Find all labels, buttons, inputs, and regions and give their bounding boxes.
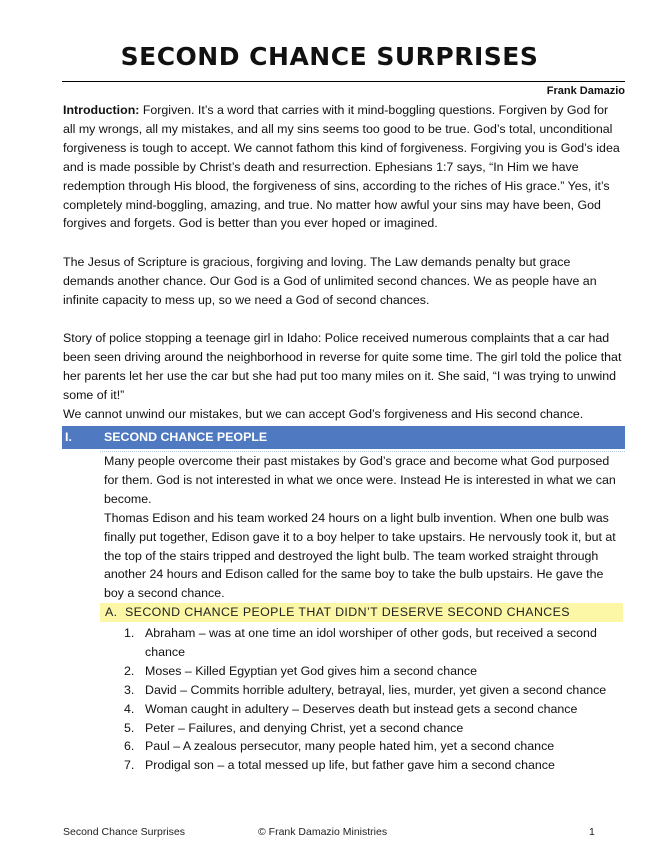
list-item — [124, 662, 624, 681]
list-item — [124, 756, 624, 775]
page-number: 1 — [589, 826, 595, 838]
section-heading: SECOND CHANCE PEOPLE — [104, 430, 268, 444]
intro-label: Introduction: — [63, 103, 140, 117]
subsection-heading-bar — [100, 603, 623, 622]
section-body — [104, 452, 624, 603]
section-heading-bar — [62, 426, 625, 449]
list-text: Moses – Killed Egyptian yet God gives him a second chance — [145, 663, 477, 678]
second-chance-list — [124, 624, 624, 775]
list-text: Paul – A zealous persecutor, many people hated him, yet a second chance — [145, 739, 555, 754]
author-name: Frank Damazio — [546, 85, 625, 97]
subsection-letter: A. — [105, 605, 118, 619]
intro-paragraph — [63, 101, 623, 233]
list-item — [124, 700, 624, 719]
list-text: David – Commits horrible adultery, betrayal, lies, murder, yet given a second chance — [145, 682, 607, 697]
list-text: Woman caught in adultery – Deserves death but instead gets a second chance — [145, 701, 578, 716]
list-number: 5. — [124, 720, 135, 735]
footer-title: Second Chance Surprises — [63, 826, 185, 838]
list-text: Abraham – was at one time an idol worshiper of other gods, but received a second chance — [145, 626, 597, 659]
list-number: 6. — [124, 739, 135, 754]
list-number: 1. — [124, 626, 135, 640]
paragraph-3: Story of police stopping a teenage girl in Idaho: Police received numerous complaints that a car had been seen driving around the neighborhood in reverse for quite some time. The girl told the police that her parents let her use the car but she had put too many miles on it. She said, “I was trying to unwind some of it!” — [63, 331, 622, 402]
list-number: 3. — [124, 682, 135, 697]
section-paragraph-2: Thomas Edison and his team worked 24 hours on a light bulb invention. When one bulb was finally put together, Edison gave it to a boy helper to take upstairs. He nervously took it, but at the top of the stairs tripped and destroyed the light bulb. The team worked straight through another 24 hours and Edison called for the same boy to take the bulb upstairs. He gave the boy a second chance. — [104, 510, 616, 601]
list-item — [124, 681, 624, 700]
list-item — [124, 719, 624, 738]
subsection-heading: SECOND CHANCE PEOPLE THAT DIDN’T DESERVE SECOND CHANCES — [125, 605, 570, 619]
section-paragraph-1: Many people overcome their past mistakes by God’s grace and become what God purposed for them. God is not interested in what we once were. Instead He is interested in what we can become. — [104, 454, 616, 506]
list-number: 4. — [124, 701, 135, 716]
story-block — [63, 329, 623, 424]
section-number: I. — [65, 430, 72, 444]
list-text: Peter – Failures, and denying Christ, yet a second chance — [145, 720, 464, 735]
list-number: 2. — [124, 663, 135, 678]
title-rule — [62, 81, 625, 82]
footer-copyright: © Frank Damazio Ministries — [258, 826, 388, 838]
paragraph-4: We cannot unwind our mistakes, but we can accept God’s forgiveness and His second chance. — [63, 406, 584, 421]
list-number: 7. — [124, 758, 135, 773]
list-item — [124, 624, 624, 662]
intro-text: Forgiven. It’s a word that carries with it mind-boggling questions. Forgiven by God for all my wrongs, all my mistakes, and all my sins seems too good to be true. God’s total, unconditional forgiveness is tough to accept. We cannot fathom this kind of forgiveness. Forgiving you is God’s idea and is made possible by Christ’s death and resurrection. Ephesians 1:7 says, “In Him we have redemption through His blood, the forgiveness of sins, according to the riches of His grace.” Yes, it’s completely mind-boggling, amazing, and true. No matter how awful your sins may have been, God forgives and forgets. God is better than you ever hoped or imagined. — [63, 103, 620, 231]
list-text: Prodigal son – a total messed up life, but father gave him a second chance — [145, 758, 555, 773]
list-item — [124, 737, 624, 756]
document-title: SECOND CHANCE SURPRISES — [120, 42, 539, 71]
paragraph-2: The Jesus of Scripture is gracious, forgiving and loving. The Law demands penalty but grace demands another chance. Our God is a God of unlimited second chances. We as people have an infinite capacity to mess up, so we need a God of second chances. — [63, 255, 597, 307]
